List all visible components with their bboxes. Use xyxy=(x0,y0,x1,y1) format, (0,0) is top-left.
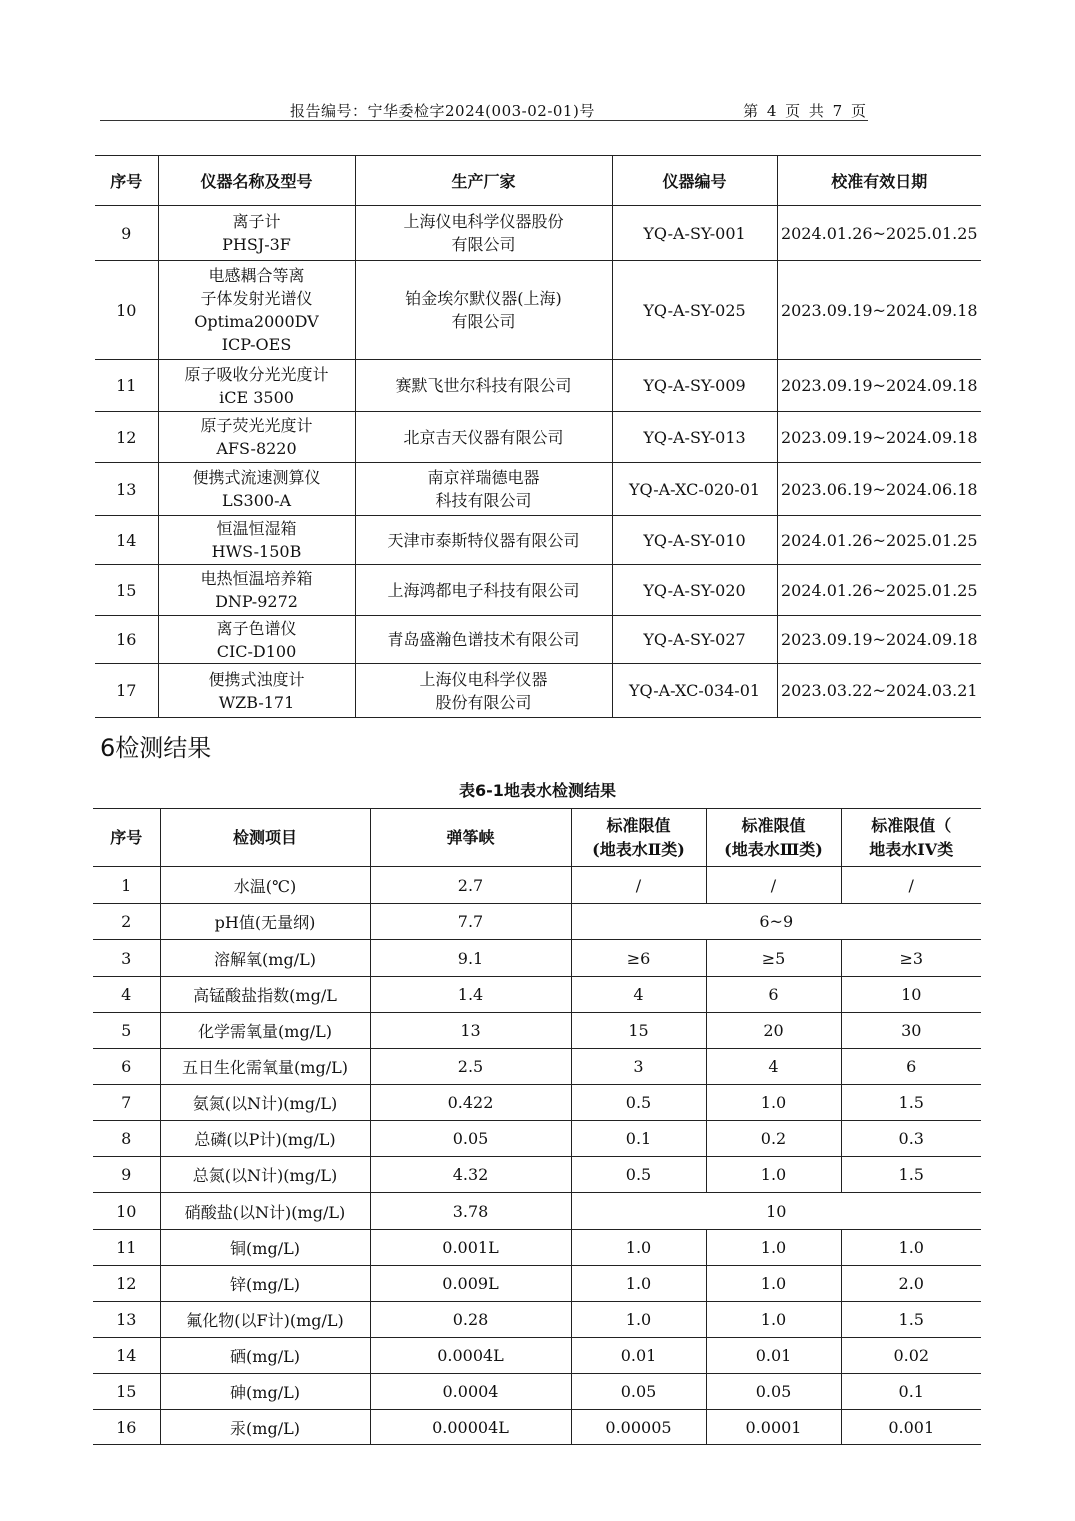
cell-std-class4: 1.0 xyxy=(841,1230,981,1266)
table-row xyxy=(95,664,981,718)
cell-value: 2.7 xyxy=(370,867,571,904)
cell-standard-merged: 6~9 xyxy=(571,904,981,940)
cell-no: 11 xyxy=(95,360,158,412)
cell-code: YQ-A-XC-034-01 xyxy=(612,664,777,718)
cell-no: 16 xyxy=(93,1410,160,1445)
cell-maker-line: 铂金埃尔默仪器(上海) xyxy=(405,289,562,308)
cell-std-class3: 1.0 xyxy=(706,1266,841,1302)
cell-no: 10 xyxy=(95,261,158,360)
cell-std-class2: 0.01 xyxy=(571,1338,706,1374)
table-row xyxy=(93,940,981,977)
col-header: 序号 xyxy=(93,809,160,867)
instrument-header-row xyxy=(95,156,981,206)
table-caption: 表6-1地表水检测结果 xyxy=(459,781,616,800)
cell-std-class3: 6 xyxy=(706,977,841,1013)
cell-std-class4: 1.5 xyxy=(841,1157,981,1193)
cell-name xyxy=(158,412,355,463)
table-row xyxy=(93,1085,981,1121)
cell-std-class2: 1.0 xyxy=(571,1302,706,1338)
table-row xyxy=(93,1338,981,1374)
cell-name-line: 便携式浊度计 xyxy=(208,669,305,689)
cell-value: 4.32 xyxy=(370,1157,571,1193)
cell-item: 氟化物(以F计)(mg/L) xyxy=(160,1302,370,1338)
cell-std-class4: 1.5 xyxy=(841,1302,981,1338)
cell-value: 0.422 xyxy=(370,1085,571,1121)
cell-item: 砷(mg/L) xyxy=(160,1374,370,1410)
cell-no: 17 xyxy=(95,664,158,718)
cell-name xyxy=(158,360,355,412)
cell-std-class2: 0.5 xyxy=(571,1157,706,1193)
cell-name-line: 子体发射光谱仪 xyxy=(200,289,313,308)
cell-maker xyxy=(355,664,612,718)
cell-item: 铜(mg/L) xyxy=(160,1230,370,1266)
cell-name-line: ICP-OES xyxy=(221,335,292,354)
cell-no: 12 xyxy=(95,412,158,463)
cell-item: 氨氮(以N计)(mg/L) xyxy=(160,1085,370,1121)
cell-std-class4: 1.5 xyxy=(841,1085,981,1121)
cell-std-class2: 1.0 xyxy=(571,1266,706,1302)
cell-maker-line: 赛默飞世尔科技有限公司 xyxy=(395,376,572,395)
cell-item: 硝酸盐(以N计)(mg/L) xyxy=(160,1193,370,1230)
cell-no: 10 xyxy=(93,1193,160,1230)
table-row xyxy=(93,1193,981,1230)
cell-name xyxy=(158,565,355,616)
cell-name-line: 电感耦合等离 xyxy=(208,266,305,285)
table-row xyxy=(95,516,981,565)
cell-maker-line: 有限公司 xyxy=(451,312,516,331)
cell-date: 2023.09.19~2024.09.18 xyxy=(777,412,981,463)
cell-std-class3: 4 xyxy=(706,1049,841,1085)
cell-std-class3: 0.2 xyxy=(706,1121,841,1157)
cell-name-line: 离子色谱仪 xyxy=(216,618,297,638)
table-row xyxy=(95,206,981,261)
col-header-line: 标准限值 xyxy=(741,815,806,835)
cell-value: 0.0004 xyxy=(370,1374,571,1410)
cell-standard-merged: 10 xyxy=(571,1193,981,1230)
cell-date: 2023.03.22~2024.03.21 xyxy=(777,664,981,718)
cell-no: 1 xyxy=(93,867,160,904)
cell-std-class2: 0.00005 xyxy=(571,1410,706,1445)
cell-no: 9 xyxy=(95,206,158,261)
cell-date: 2023.06.19~2024.06.18 xyxy=(777,463,981,516)
table-row xyxy=(93,1157,981,1193)
cell-item: 溶解氧(mg/L) xyxy=(160,940,370,977)
table-row xyxy=(93,867,981,904)
results-table xyxy=(93,808,981,1445)
table-row xyxy=(93,1302,981,1338)
col-header xyxy=(706,809,841,867)
col-header: 弹筝峡 xyxy=(370,809,571,867)
cell-item: 高锰酸盐指数(mg/L xyxy=(160,977,370,1013)
table-row xyxy=(93,904,981,940)
cell-name-line: 离子计 xyxy=(232,212,281,231)
cell-std-class2: 0.05 xyxy=(571,1374,706,1410)
cell-std-class4: 2.0 xyxy=(841,1266,981,1302)
cell-no: 6 xyxy=(93,1049,160,1085)
cell-std-class3: 1.0 xyxy=(706,1302,841,1338)
table-row xyxy=(93,1121,981,1157)
cell-name-line: PHSJ-3F xyxy=(222,235,291,254)
cell-no: 13 xyxy=(95,463,158,516)
table-row xyxy=(95,412,981,463)
cell-std-class4: ≥3 xyxy=(841,940,981,977)
cell-date: 2023.09.19~2024.09.18 xyxy=(777,616,981,664)
cell-no: 13 xyxy=(93,1302,160,1338)
cell-name xyxy=(158,463,355,516)
cell-maker-line: 上海仪电科学仪器 xyxy=(419,669,548,689)
cell-no: 2 xyxy=(93,904,160,940)
cell-no: 15 xyxy=(95,565,158,616)
cell-maker-line: 青岛盛瀚色谱技术有限公司 xyxy=(387,630,580,649)
cell-std-class3: 1.0 xyxy=(706,1230,841,1266)
cell-std-class3: 1.0 xyxy=(706,1085,841,1121)
cell-value: 3.78 xyxy=(370,1193,571,1230)
cell-date: 2024.01.26~2025.01.25 xyxy=(777,206,981,261)
cell-name-line: DNP-9272 xyxy=(215,592,298,611)
cell-name-line: 恒温恒湿箱 xyxy=(216,519,297,538)
cell-code: YQ-A-SY-009 xyxy=(612,360,777,412)
col-header-line: 标准限值 xyxy=(606,815,671,835)
cell-maker xyxy=(355,360,612,412)
table-row xyxy=(93,1049,981,1085)
instrument-table xyxy=(95,155,981,718)
table-row xyxy=(93,977,981,1013)
report-header xyxy=(100,98,868,121)
cell-name-line: WZB-171 xyxy=(218,692,295,712)
cell-name-line: Optima2000DV xyxy=(194,312,319,331)
cell-std-class2: 1.0 xyxy=(571,1230,706,1266)
table-row xyxy=(93,1410,981,1445)
cell-code: YQ-A-SY-025 xyxy=(612,261,777,360)
cell-maker xyxy=(355,616,612,664)
cell-no: 14 xyxy=(93,1338,160,1374)
cell-std-class3: 1.0 xyxy=(706,1157,841,1193)
col-header xyxy=(841,809,981,867)
cell-no: 15 xyxy=(93,1374,160,1410)
cell-maker xyxy=(355,516,612,565)
table-row xyxy=(95,616,981,664)
cell-std-class2: 4 xyxy=(571,977,706,1013)
cell-value: 0.05 xyxy=(370,1121,571,1157)
col-header-line: 标准限值（ xyxy=(871,815,952,835)
cell-value: 0.0004L xyxy=(370,1338,571,1374)
cell-no: 12 xyxy=(93,1266,160,1302)
cell-std-class3: / xyxy=(706,867,841,904)
table-row xyxy=(93,1013,981,1049)
cell-item: 化学需氧量(mg/L) xyxy=(160,1013,370,1049)
cell-value: 7.7 xyxy=(370,904,571,940)
cell-no: 8 xyxy=(93,1121,160,1157)
cell-maker-line: 南京祥瑞德电器 xyxy=(427,468,540,487)
cell-code: YQ-A-SY-020 xyxy=(612,565,777,616)
cell-std-class4: 0.001 xyxy=(841,1410,981,1445)
col-header-line: 地表水IV类 xyxy=(869,839,954,859)
table-row xyxy=(93,1374,981,1410)
cell-std-class2: 0.1 xyxy=(571,1121,706,1157)
cell-name-line: 便携式流速测算仪 xyxy=(192,468,321,487)
cell-value: 1.4 xyxy=(370,977,571,1013)
cell-maker-line: 北京吉天仪器有限公司 xyxy=(403,427,564,447)
cell-date: 2023.09.19~2024.09.18 xyxy=(777,261,981,360)
table-row xyxy=(95,360,981,412)
report-number: 报告编号：宁华委检字2024(003-02-01)号 xyxy=(290,102,595,120)
cell-maker-line: 股份有限公司 xyxy=(435,692,532,712)
col-header-line: (地表水Ⅲ类) xyxy=(724,839,823,859)
cell-no: 7 xyxy=(93,1085,160,1121)
cell-std-class3: 0.0001 xyxy=(706,1410,841,1445)
cell-maker xyxy=(355,261,612,360)
table-row xyxy=(95,565,981,616)
cell-std-class4: 30 xyxy=(841,1013,981,1049)
cell-no: 16 xyxy=(95,616,158,664)
cell-std-class4: 6 xyxy=(841,1049,981,1085)
cell-item: 五日生化需氧量(mg/L) xyxy=(160,1049,370,1085)
col-header-line: (地表水Ⅱ类) xyxy=(592,839,685,859)
cell-maker xyxy=(355,206,612,261)
col-header xyxy=(571,809,706,867)
cell-item: 总氮(以N计)(mg/L) xyxy=(160,1157,370,1193)
col-header: 仪器名称及型号 xyxy=(158,156,355,206)
cell-std-class2: 3 xyxy=(571,1049,706,1085)
cell-code: YQ-A-SY-001 xyxy=(612,206,777,261)
cell-maker-line: 科技有限公司 xyxy=(435,491,532,510)
cell-name xyxy=(158,516,355,565)
cell-code: YQ-A-SY-027 xyxy=(612,616,777,664)
cell-value: 0.009L xyxy=(370,1266,571,1302)
cell-value: 9.1 xyxy=(370,940,571,977)
cell-name-line: LS300-A xyxy=(221,491,292,510)
cell-std-class2: 0.5 xyxy=(571,1085,706,1121)
col-header: 生产厂家 xyxy=(355,156,612,206)
cell-name-line: CIC-D100 xyxy=(216,641,297,661)
cell-std-class4: 0.1 xyxy=(841,1374,981,1410)
cell-maker-line: 有限公司 xyxy=(451,235,516,254)
cell-std-class2: / xyxy=(571,867,706,904)
table-row xyxy=(93,1266,981,1302)
table-row xyxy=(95,261,981,360)
cell-name-line: 原子荧光光度计 xyxy=(200,416,313,435)
cell-std-class3: 20 xyxy=(706,1013,841,1049)
cell-no: 14 xyxy=(95,516,158,565)
cell-std-class2: 15 xyxy=(571,1013,706,1049)
cell-maker xyxy=(355,412,612,463)
cell-no: 5 xyxy=(93,1013,160,1049)
cell-std-class2: ≥6 xyxy=(571,940,706,977)
table-row xyxy=(93,1230,981,1266)
cell-name xyxy=(158,206,355,261)
col-header: 校准有效日期 xyxy=(777,156,981,206)
col-header: 序号 xyxy=(95,156,158,206)
cell-value: 0.001L xyxy=(370,1230,571,1266)
cell-no: 9 xyxy=(93,1157,160,1193)
section-title: 6检测结果 xyxy=(100,734,212,762)
cell-name-line: iCE 3500 xyxy=(219,387,294,407)
cell-no: 4 xyxy=(93,977,160,1013)
cell-name xyxy=(158,616,355,664)
cell-maker xyxy=(355,565,612,616)
cell-value: 0.28 xyxy=(370,1302,571,1338)
cell-value: 13 xyxy=(370,1013,571,1049)
cell-item: 总磷(以P计)(mg/L) xyxy=(160,1121,370,1157)
cell-date: 2023.09.19~2024.09.18 xyxy=(777,360,981,412)
cell-name-line: 原子吸收分光光度计 xyxy=(184,364,329,384)
cell-code: YQ-A-XC-020-01 xyxy=(612,463,777,516)
cell-item: 硒(mg/L) xyxy=(160,1338,370,1374)
results-header-row xyxy=(93,809,981,867)
cell-std-class4: / xyxy=(841,867,981,904)
cell-name-line: HWS-150B xyxy=(211,542,302,561)
cell-value: 0.00004L xyxy=(370,1410,571,1445)
cell-no: 3 xyxy=(93,940,160,977)
cell-std-class4: 0.02 xyxy=(841,1338,981,1374)
table-row xyxy=(95,463,981,516)
cell-value: 2.5 xyxy=(370,1049,571,1085)
cell-std-class3: ≥5 xyxy=(706,940,841,977)
cell-code: YQ-A-SY-010 xyxy=(612,516,777,565)
cell-item: 水温(℃) xyxy=(160,867,370,904)
col-header: 仪器编号 xyxy=(612,156,777,206)
cell-name-line: AFS-8220 xyxy=(216,439,297,458)
cell-item: pH值(无量纲) xyxy=(160,904,370,940)
cell-std-class3: 0.05 xyxy=(706,1374,841,1410)
cell-maker xyxy=(355,463,612,516)
cell-code: YQ-A-SY-013 xyxy=(612,412,777,463)
cell-std-class3: 0.01 xyxy=(706,1338,841,1374)
cell-date: 2024.01.26~2025.01.25 xyxy=(777,565,981,616)
cell-std-class4: 0.3 xyxy=(841,1121,981,1157)
cell-date: 2024.01.26~2025.01.25 xyxy=(777,516,981,565)
cell-name xyxy=(158,261,355,360)
cell-std-class4: 10 xyxy=(841,977,981,1013)
cell-maker-line: 上海鸿都电子科技有限公司 xyxy=(387,580,580,600)
cell-no: 11 xyxy=(93,1230,160,1266)
cell-item: 汞(mg/L) xyxy=(160,1410,370,1445)
col-header: 检测项目 xyxy=(160,809,370,867)
cell-maker-line: 天津市泰斯特仪器有限公司 xyxy=(387,530,580,550)
cell-item: 锌(mg/L) xyxy=(160,1266,370,1302)
cell-name-line: 电热恒温培养箱 xyxy=(200,569,313,588)
cell-maker-line: 上海仪电科学仪器股份 xyxy=(403,212,564,231)
cell-name xyxy=(158,664,355,718)
page-indicator: 第 4 页 共 7 页 xyxy=(743,102,868,120)
